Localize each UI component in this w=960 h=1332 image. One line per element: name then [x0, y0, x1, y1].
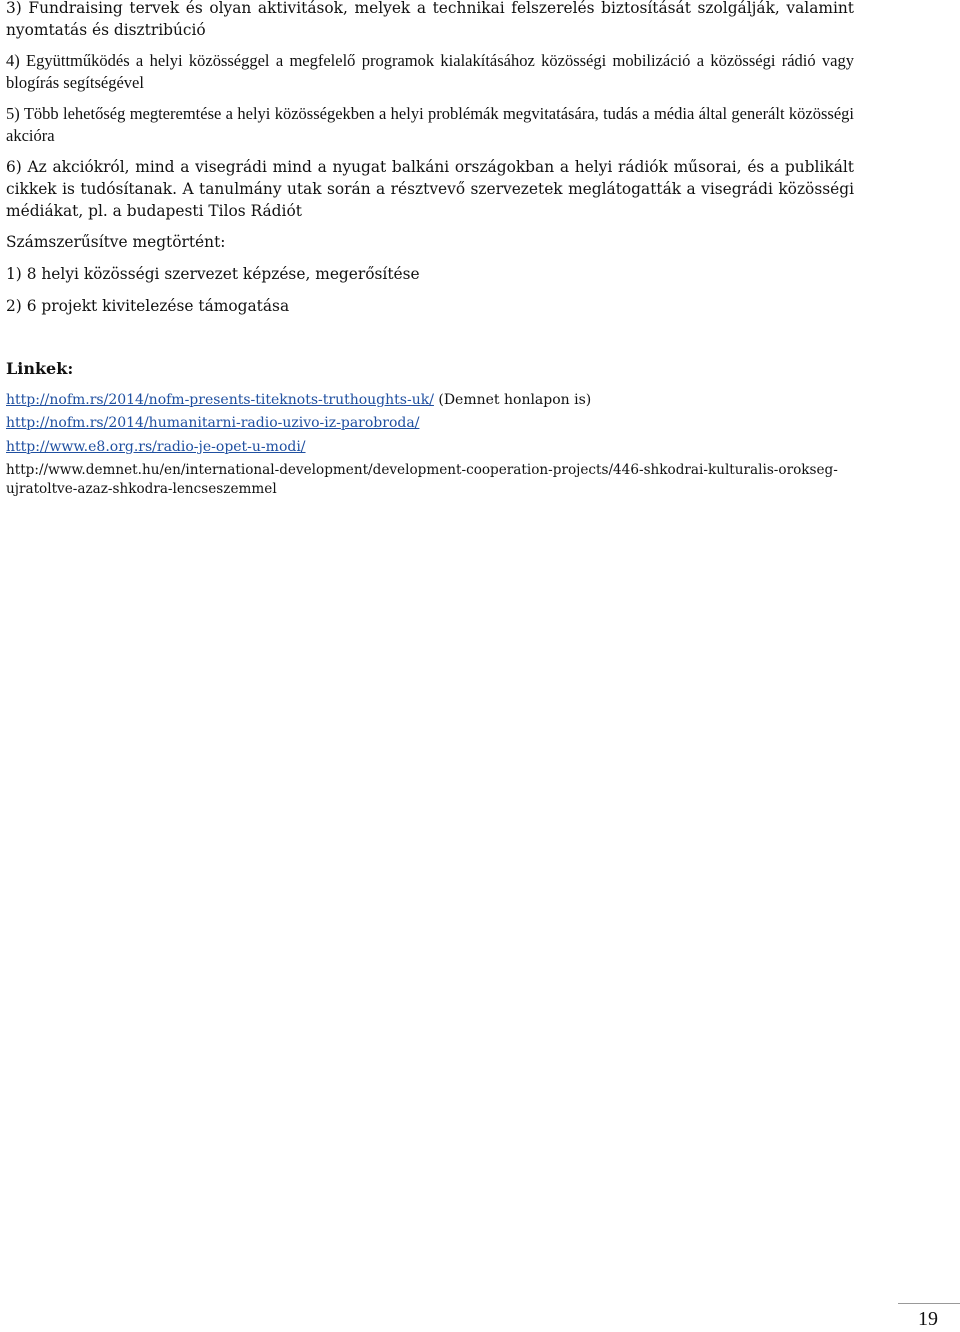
link-line-e8-radio [6, 438, 306, 457]
page-number: 19 [918, 1308, 938, 1330]
link-nofm-presents[interactable]: http://nofm.rs/2014/nofm-presents-titeknots-truthoughts-uk/ [6, 392, 434, 408]
url-demnet-shkodra: http://www.demnet.hu/en/international-development/development-cooperation-projects/446-shkodrai-kulturalis-orokseg-ujratoltve-azaz-shkodra-lencseszemmel [6, 462, 838, 497]
paragraph-reports-text: 6) Az akciókról, mind a visegrádi mind a nyugat balkáni országokban a helyi rádiók műsorai, és a publikált cikkek is tudósítanak. [6, 158, 854, 198]
summary-item-projects: 2) 6 projekt kivitelezése támogatása [6, 297, 290, 315]
links-heading: Linkek: [6, 359, 74, 378]
link-line-humanitarni-radio [6, 414, 419, 433]
link-humanitarni-radio[interactable]: http://nofm.rs/2014/humanitarni-radio-uzivo-iz-parobroda/ [6, 415, 420, 431]
paragraph-fundraising: 3) Fundraising tervek és olyan aktivitások, melyek a technikai felszerelés biztosítását szolgálják, valamint nyomtatás és disztribúció [6, 0, 854, 39]
paragraph-cooperation: 4) Együttműködés a helyi közösséggel a megfelelő programok kialakításához közösségi mobilizáció a közösségi rádió vagy blogírás segítségével [6, 51, 854, 92]
paragraph-study-trips-text: A tanulmány utak során a résztvevő szervezetek meglátogatták a visegrádi közösségi médiákat, pl. a budapesti Tilos Rádiót [6, 180, 854, 220]
summary-heading: Számszerűsítve megtörtént: [6, 233, 226, 251]
link-note-demnet: (Demnet honlapon is) [433, 392, 592, 408]
paragraph-reports [6, 156, 854, 222]
summary-item-training: 1) 8 helyi közösségi szervezet képzése, megerősítése [6, 265, 420, 283]
footer-divider [898, 1303, 960, 1304]
link-line-nofm-presents [6, 391, 591, 410]
paragraph-opportunities: 5) Több lehetőség megteremtése a helyi közösségekben a helyi problémák megvitatására, tudás a média által generált közösségi akcióra [6, 104, 854, 145]
link-e8-radio[interactable]: http://www.e8.org.rs/radio-je-opet-u-modi/ [6, 439, 306, 455]
